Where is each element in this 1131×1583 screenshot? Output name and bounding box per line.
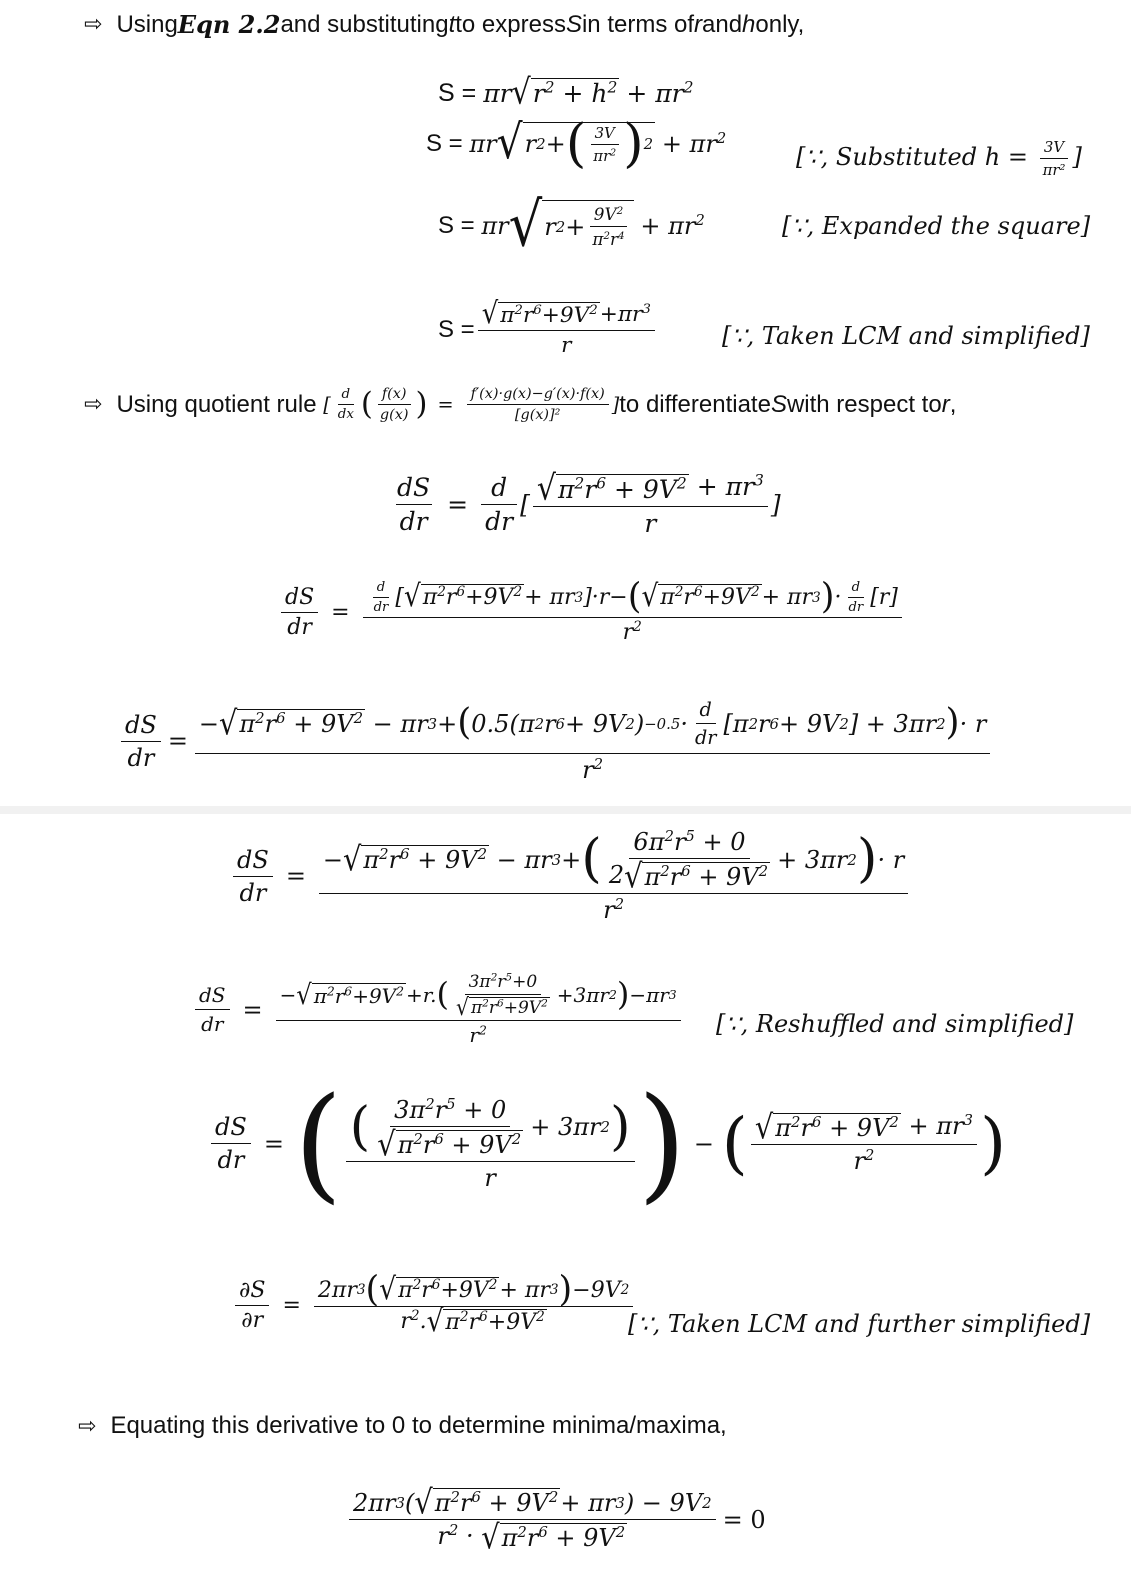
quotient-suffix-a: to differentiate [619,390,771,418]
final-sentence [78,1412,727,1440]
intro-prefix: Using [116,10,178,38]
quotient-rule-formula: [ $\frac{d}{dx}$ ( $\frac{f(x)}{g(x)}$ ) = $\frac{f'(x)\cdot g(x)-g'(x)\cdot f(x)}{\text{[g(x)]²}}$ ] [323,386,620,423]
intro-mid3: in terms of [581,10,694,38]
var-s: S [565,10,582,38]
quotient-suffix-c: , [949,390,957,418]
intro-and: and [702,10,743,38]
equation-s-2: S = πr √ r 2 + ( $\frac{3V}{\pi r^2}$ ) 2 + $\pi r^2$ [426,113,727,174]
note-lcm: [∵, Taken LCM and simplified] [722,322,1090,350]
section-divider [0,806,1131,814]
intro-mid: and substituting [280,10,449,38]
quotient-prefix: Using quotient rule [116,390,317,418]
var-h: h [742,10,756,38]
var-r: r [941,390,950,418]
final-equation: 2πr 3 ( √ $\pi^2r^6 + 9V^2$ + πr 3 ) − 9V 2 $r^2$ · √ $\pi^2r^6 + 9V^2$ = 0 [346,1488,766,1552]
arrow-bullet-icon: ⇨ [84,12,103,37]
derivative-step-7: $\frac{\partial S}{\partial r}$ = 2πr 3 ( √ $\pi^2r^6+9V^2$ + πr 3 ) −9V 2 $r^2$. √ $\pi^2r^6+9V^2$ [232,1276,636,1336]
note-lcm-further: [∵, Taken LCM and further simplified] [628,1310,1091,1338]
derivative-step-1: $\frac{dS}{dr}$ = $\frac{d}{dr}$ [ √ $\pi^2r^6 + 9V^2$ + $\pi r^3$ r ] [397,467,781,538]
intro-suffix: only, [755,10,805,38]
final-rhs: = 0 [722,1506,766,1534]
quotient-rule-sentence [84,386,956,423]
var-r: r [694,10,702,38]
derivative-step-6: $\frac{dS}{dr}$ = ( ( $3\pi^2r^5 + 0$ √ $\pi^2r^6 + 9V^2$ + 3πr 2 ) r ) − ( √ $\pi^2r^6 + 9V^2$ + $\pi r^3$ $r^2$ ) [208,1094,1006,1194]
equation-s-3: S = πr √ r 2 + $\frac{9V^2}{\pi^2r^4}$ + $\pi r^2$ [438,190,705,261]
intro-mid2: to express [455,10,566,38]
arrow-bullet-icon: ⇨ [84,392,103,417]
page-section-bottom [0,814,1131,1583]
note-reshuffled: [∵, Reshuffled and simplified] [716,1010,1074,1038]
var-t: t [448,10,456,38]
note-substituted: [∵, Substituted h = $\frac{3V}{\text{πr²}}$ ] [796,138,1082,179]
equation-s-4: S = √ $\pi^2r^6+9V^2$ $+\pi r^3$ r [438,302,658,358]
intro-sentence [84,10,804,39]
equation-s-1: S = πr √ $r^2 + h^2$ + $\pi r^2$ [438,72,694,113]
quotient-suffix-b: with respect to [786,390,942,418]
derivative-step-4: $\frac{dS}{dr}$ = − √ $\pi^2r^6 + 9V^2$ − πr 3 + ( $6\pi^2r^5 + 0$ 2 √ $\pi^2r^6 + 9V^2$ + 3πr 2 ) · r $r^2$ [230,828,911,924]
derivative-step-5: $\frac{dS}{dr}$ = − √ $\pi^2r^6+9V^2$ +r. ( $3\pi^2r^5+0$ √ $\pi^2r^6+9V^2$ +3πr 2 ) −πr 3 $r^2$ [192,972,684,1047]
note-expanded: [∵, Expanded the square] [782,212,1091,240]
derivative-step-3: $\frac{dS}{dr}$ = − √ $\pi^2r^6 + 9V^2$ − πr 3 + ( 0.5(π 2 r 6 + 9V 2 ) −0.5 · $\frac{d}{dr}$ [π 2 r 6 + 9V 2 ] + 3πr 2 ) · r $r^2$ [118,698,993,784]
var-s: S [770,390,787,418]
final-text: Equating this derivative to 0 to determine minima/maxima, [110,1412,727,1439]
eqn-reference: Eqn 2.2 [177,10,281,39]
derivative-step-2: $\frac{dS}{dr}$ = $\frac{d}{dr}$ [ √ $\pi^2r^6+9V^2$ + πr 3 ]·r− ( √ $\pi^2r^6+9V^2$ + πr 3 ) · $\frac{d}{dr}$ [r] $r^2$ [278,580,905,645]
arrow-bullet-icon: ⇨ [78,1413,97,1439]
